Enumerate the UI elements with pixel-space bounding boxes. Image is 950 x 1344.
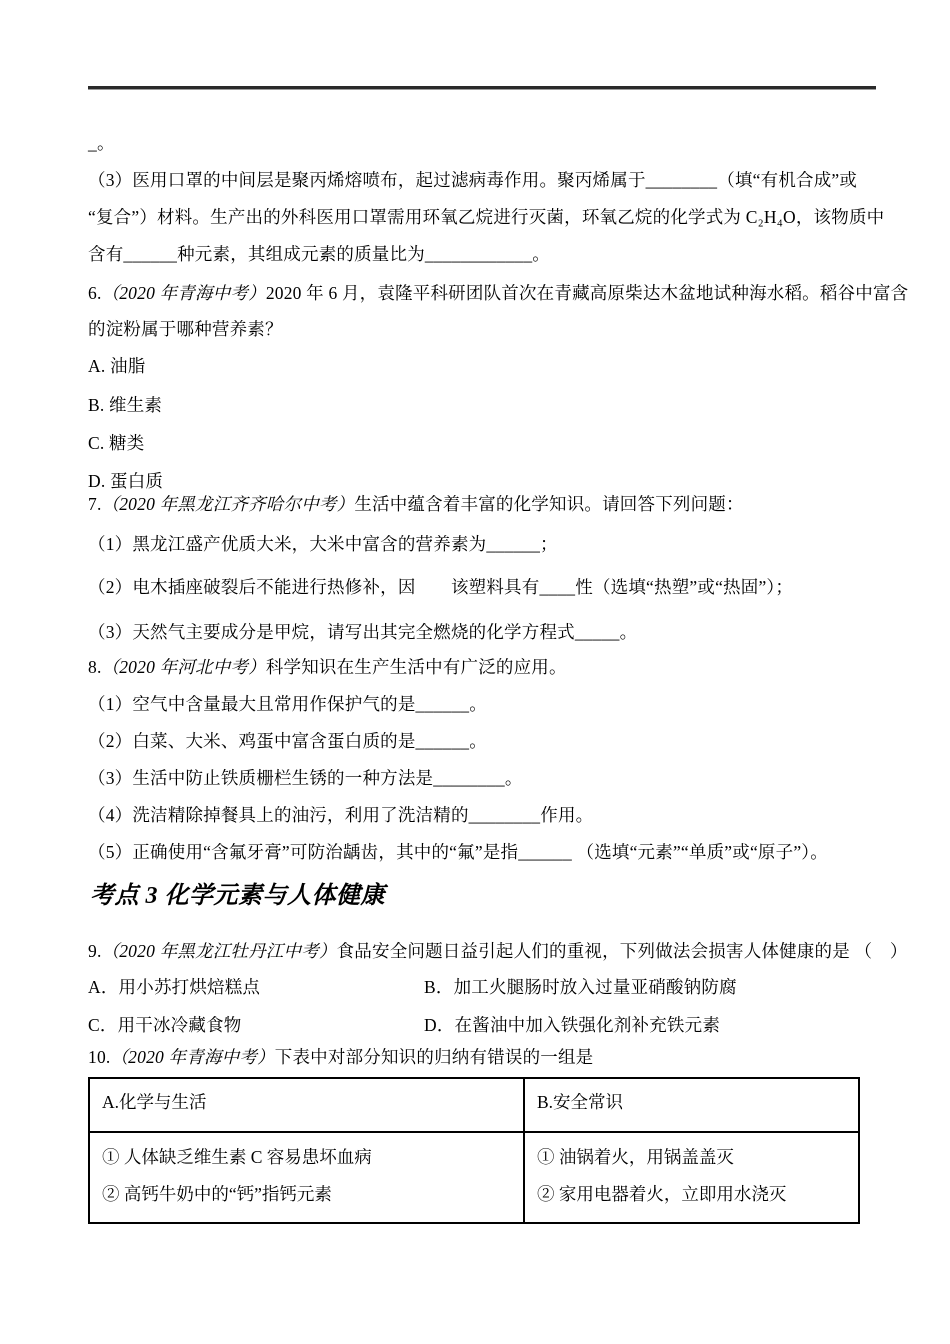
q10-table-header-right: B.安全常识 — [524, 1078, 859, 1132]
q7-number: 7. — [88, 494, 102, 514]
header-rule — [88, 86, 876, 89]
continuation-line: _。 — [88, 133, 115, 153]
q7-stem-text: 生活中蕴含着丰富的化学知识。请回答下列问题： — [354, 494, 744, 514]
q8-stem — [88, 649, 567, 685]
q7-part-3: （3）天然气主要成分是甲烷，请写出其完全燃烧的化学方程式_____。 — [88, 622, 638, 642]
q9-stem — [88, 933, 908, 969]
q6-option-b: B. 维生素 — [88, 395, 163, 415]
q6-stem-line1 — [88, 275, 908, 311]
q10-table-cell-right — [524, 1132, 859, 1223]
q7-source: （2020 年黑龙江齐齐哈尔中考） — [101, 494, 355, 514]
q9-option-a: A．用小苏打烘焙糕点 — [88, 977, 261, 997]
q7-part-1: （1）黑龙江盛产优质大米，大米中富含的营养素为______； — [88, 534, 558, 554]
q10-stem-text: 下表中对部分知识的归纳有错误的一组是 — [274, 1047, 594, 1067]
q9-options-row1 — [88, 969, 737, 1005]
q9-option-d: D．在酱油中加入铁强化剂补充铁元素 — [424, 1015, 721, 1035]
q6-stem-text: 2020 年 6 月，袁隆平科研团队首次在青藏高原柴达木盆地试种海水稻。稻谷中富含 — [265, 283, 909, 303]
q10-table — [88, 1077, 860, 1224]
q9-option-c: C．用干冰冷藏食物 — [88, 1015, 242, 1035]
q10-table-body-row — [89, 1132, 859, 1223]
q10-source: （2020 年青海中考） — [110, 1047, 275, 1067]
q5-part3-line3: 含有______种元素，其组成元素的质量比为____________。 — [88, 244, 550, 264]
q9-option-b: B．加工火腿肠时放入过量亚硝酸钠防腐 — [424, 977, 737, 997]
q6-option-d: D. 蛋白质 — [88, 471, 164, 491]
q7-part-2: （2）电木插座破裂后不能进行热修补，因 该塑料具有____性（选填“热塑”或“热固”）； — [88, 577, 794, 597]
q10-number: 10. — [88, 1047, 111, 1067]
q6-number: 6. — [88, 283, 102, 303]
q6-option-c: C. 糖类 — [88, 433, 145, 453]
q10-table-left-item-1: ① 人体缺乏维生素 C 容易患坏血病 — [102, 1147, 372, 1167]
q9-stem-text: 食品安全问题日益引起人们的重视，下列做法会损害人体健康的是 （ ） — [336, 941, 908, 961]
q8-source: （2020 年河北中考） — [101, 657, 266, 677]
q8-number: 8. — [88, 657, 102, 677]
q7-stem — [88, 486, 744, 522]
section-heading: 考点 3 化学元素与人体健康 — [90, 883, 385, 909]
q9-source: （2020 年黑龙江牡丹江中考） — [101, 941, 337, 961]
q8-part-4: （4）洗洁精除掉餐具上的油污，利用了洗洁精的________作用。 — [88, 805, 594, 825]
q8-part-3: （3）生活中防止铁质栅栏生锈的一种方法是________。 — [88, 768, 523, 788]
q8-part-5: （5）正确使用“含氟牙膏”可防治龋齿，其中的“氟”是指______ （选填“元素”“单质”或“原子”）。 — [88, 842, 828, 862]
q6-option-a: A. 油脂 — [88, 356, 146, 376]
q10-table-cell-left — [89, 1132, 524, 1223]
q6-source: （2020 年青海中考） — [101, 283, 266, 303]
q10-table-right-item-1: ① 油锅着火，用锅盖盖灭 — [537, 1147, 734, 1167]
q10-table-right-item-2: ② 家用电器着火，立即用水浇灭 — [537, 1184, 787, 1204]
q8-part-2: （2）白菜、大米、鸡蛋中富含蛋白质的是______。 — [88, 731, 487, 751]
q8-part-1: （1）空气中含量最大且常用作保护气的是______。 — [88, 694, 487, 714]
q6-stem-line2: 的淀粉属于哪种营养素？ — [88, 319, 283, 339]
q10-table-left-item-2: ② 高钙牛奶中的“钙”指钙元素 — [102, 1184, 332, 1204]
q10-table-header-left: A.化学与生活 — [89, 1078, 524, 1132]
q9-number: 9. — [88, 941, 102, 961]
q10-table-header-row — [89, 1078, 859, 1132]
q10-stem — [88, 1039, 593, 1075]
q9-options-row2 — [88, 1007, 720, 1043]
q5-part3-line2: “复合”）材料。生产出的外科医用口罩需用环氧乙烷进行灭菌，环氧乙烷的化学式为 C₂H₄O，该物质中 — [88, 207, 885, 227]
q5-part3-line1: （3）医用口罩的中间层是聚丙烯熔喷布，起过滤病毒作用。聚丙烯属于________（填“有机合成”或 — [88, 170, 858, 190]
q8-stem-text: 科学知识在生产生活中有广泛的应用。 — [265, 657, 567, 677]
